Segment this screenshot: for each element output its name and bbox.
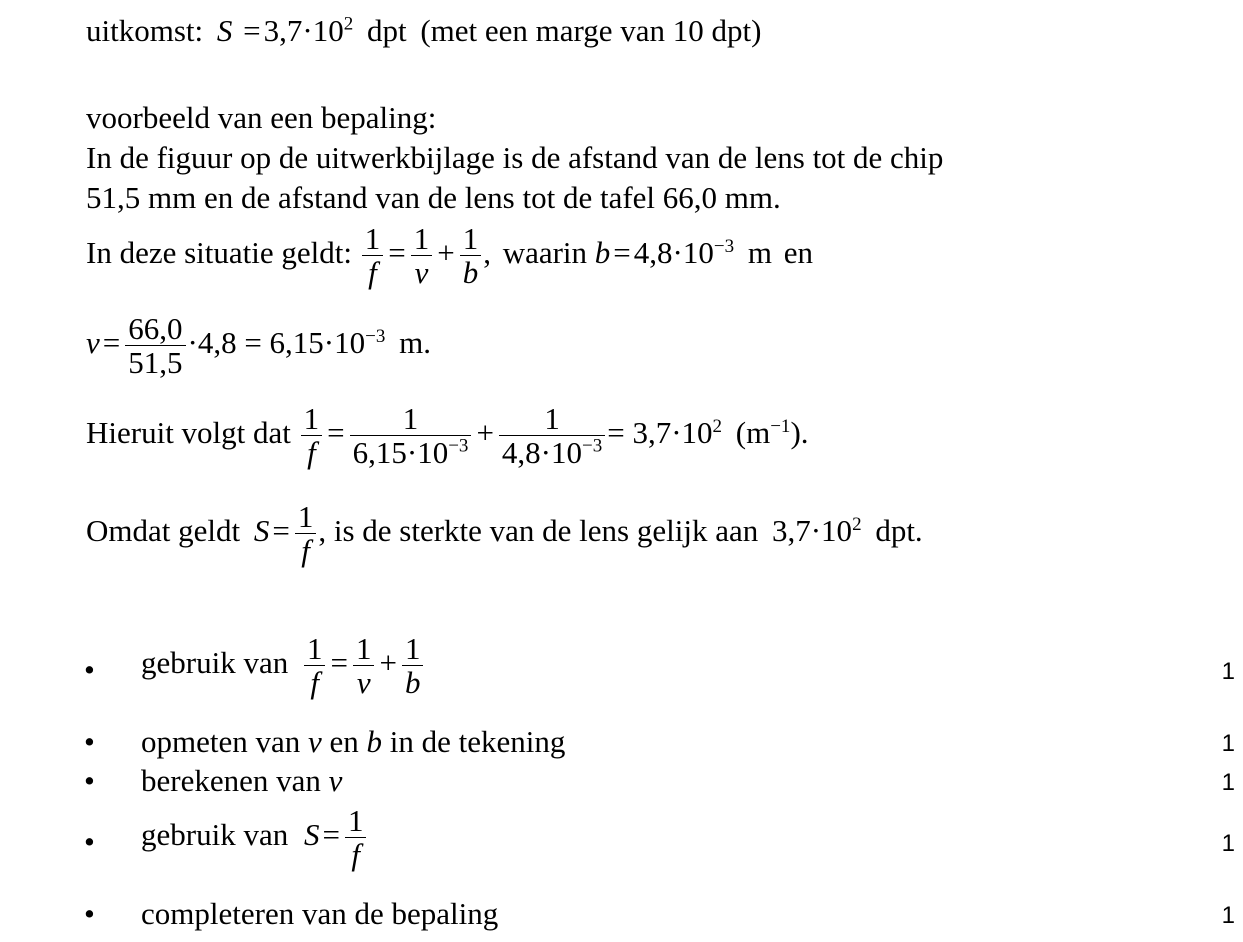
lens-formula-line: In deze situatie geldt: $\frac{1}{f}$ = $\frac{1}{v}$ + $\frac{1}{b}$ , waarin $b=4,8\cdot 10^{-3}$ m en: [86, 221, 813, 291]
criterion-lens-formula: gebruik van $\frac{1}{f}$ = $\frac{1}{v}$ + $\frac{1}{b}$: [141, 632, 425, 700]
criterion-points: 1: [1221, 730, 1235, 757]
result-symbol: S: [216, 13, 233, 48]
result-unit: dpt: [366, 13, 407, 48]
criterion-strength-formula: gebruik van S= $\frac{1}{f}$: [141, 804, 368, 872]
criterion-complete: completeren van de bepaling: [141, 896, 499, 931]
criterion-text: opmeten van v en b in de tekening: [141, 724, 566, 759]
result-margin: (met een marge van 10 dpt): [420, 13, 762, 48]
bullet-icon: •: [84, 763, 95, 798]
bullet-icon: •: [84, 652, 95, 687]
criterion-points: 1: [1221, 769, 1235, 796]
example-line-1: In de figuur op de uitwerkbijlage is de afstand van de lens tot de chip: [86, 140, 944, 175]
criterion-points: 1: [1221, 658, 1235, 685]
v-calculation-line: v= $\frac{66,0}{51,5}$ $\cdot 4,8 = 6,15\cdot 10^{-3}$ m.: [86, 311, 431, 381]
strength-conclusion-line: Omdat geldt S= $\frac{1}{f}$ , is de sterkte van de lens gelijk aan $3,7\cdot 10^2$ dpt.: [86, 499, 923, 569]
criterion-measure: [141, 724, 565, 760]
criterion-points: 1: [1221, 902, 1235, 929]
fraction-1-over-f: $\frac{1}{f}$: [362, 222, 384, 290]
f-calculation-line: Hieruit volgt dat $\frac{1}{f}$ = $\frac{1}{6,15\cdot 10^{-3}}$ + $\frac{1}{4,8\cdot 10^{-3}}$ = $3,7\cdot 10^2$ $(m^{-1})$.: [86, 401, 809, 471]
example-line-2: 51,5 mm en de afstand van de lens tot de tafel 66,0 mm.: [86, 180, 781, 215]
fraction-v-ratio: $\frac{66,0}{51,5}$: [125, 312, 185, 380]
example-heading: voorbeeld van een bepaling:: [86, 100, 437, 135]
result-line: uitkomst: $S =3,7\cdot 10^2$ dpt (met een marge van 10 dpt): [86, 13, 762, 48]
bullet-icon: •: [84, 896, 95, 931]
criterion-calc-v: [141, 763, 342, 799]
criterion-points: 1: [1221, 830, 1235, 857]
bullet-icon: •: [84, 824, 95, 859]
result-value: 3,7·10: [263, 13, 344, 48]
bullet-icon: •: [84, 724, 95, 759]
criterion-text: berekenen van v: [141, 763, 343, 798]
result-label: uitkomst:: [86, 13, 204, 48]
